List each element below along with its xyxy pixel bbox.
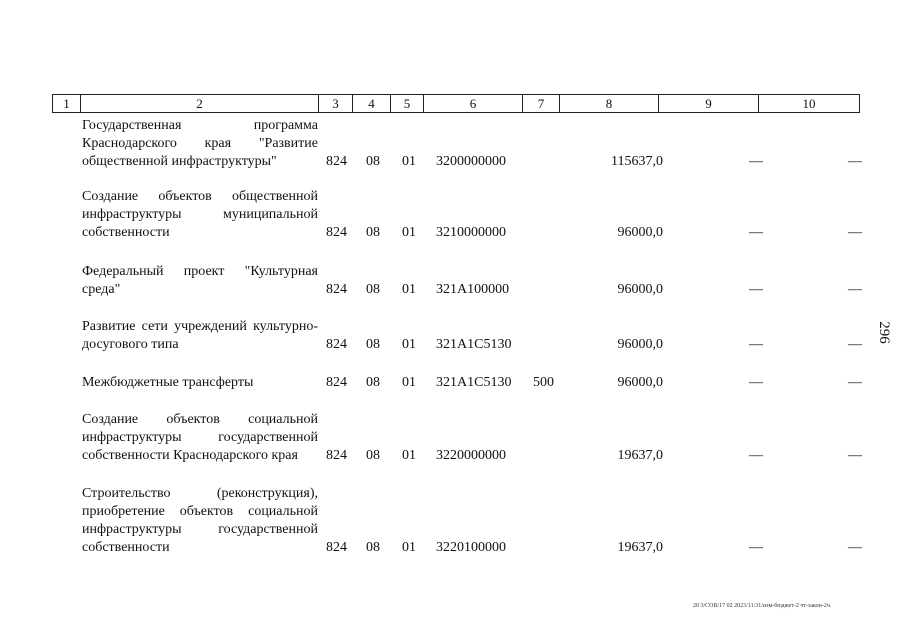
cell-col-3: 824 (326, 540, 347, 555)
cell-col-9: — (749, 282, 763, 297)
cell-col-8: 19637,0 (617, 540, 663, 555)
cell-col-3: 824 (326, 448, 347, 463)
cell-col-8: 115637,0 (611, 154, 663, 169)
cell-col-5: 01 (402, 448, 416, 463)
cell-col-3: 824 (326, 337, 347, 352)
header-col-4: 4 (353, 95, 391, 112)
table-row (0, 411, 905, 465)
cell-col-5: 01 (402, 282, 416, 297)
cell-col-10: — (848, 540, 862, 555)
cell-col-9: — (749, 154, 763, 169)
cell-col-8: 19637,0 (617, 448, 663, 463)
cell-col-9: — (749, 225, 763, 240)
cell-col-7: 500 (533, 375, 554, 390)
cell-col-4: 08 (366, 282, 380, 297)
cell-col-10: — (848, 154, 862, 169)
cell-col-4: 08 (366, 154, 380, 169)
cell-col-5: 01 (402, 225, 416, 240)
cell-col-10: — (848, 282, 862, 297)
table-row (0, 318, 905, 354)
header-col-1: 1 (53, 95, 81, 112)
cell-col-3: 824 (326, 375, 347, 390)
cell-col-6: 321A1C5130 (436, 375, 512, 390)
header-col-2: 2 (81, 95, 319, 112)
header-col-3: 3 (319, 95, 353, 112)
cell-col-6: 3210000000 (436, 225, 506, 240)
cell-col-5: 01 (402, 154, 416, 169)
cell-col-5: 01 (402, 337, 416, 352)
cell-col-5: 01 (402, 375, 416, 390)
row-description: Государственная программа Краснодарского края "Развитие общественной инфраструктуры" (82, 118, 318, 169)
row-description: Межбюджетные трансферты (82, 375, 254, 390)
table-header (52, 94, 860, 113)
cell-col-8: 96000,0 (617, 375, 663, 390)
row-description: Создание объектов социальной инфраструктуры государственной собственности Краснодарского края (82, 412, 318, 463)
row-description: Создание объектов общественной инфраструктуры муниципальной собственности (82, 189, 318, 240)
cell-col-9: — (749, 540, 763, 555)
cell-col-4: 08 (366, 337, 380, 352)
header-col-6: 6 (424, 95, 523, 112)
cell-col-10: — (848, 448, 862, 463)
cell-col-5: 01 (402, 540, 416, 555)
header-col-9: 9 (659, 95, 759, 112)
table-row (0, 374, 905, 392)
cell-col-3: 824 (326, 282, 347, 297)
cell-col-4: 08 (366, 448, 380, 463)
header-col-8: 8 (560, 95, 659, 112)
table-row (0, 188, 905, 242)
footer-stamp: 20 3/СОВ/17 02 2023/11:31/изм-бюджет-2 чт-закон-2ч. (693, 603, 832, 609)
table-row (0, 263, 905, 299)
header-col-5: 5 (391, 95, 424, 112)
cell-col-10: — (848, 337, 862, 352)
cell-col-3: 824 (326, 225, 347, 240)
cell-col-6: 3220100000 (436, 540, 506, 555)
cell-col-10: — (848, 375, 862, 390)
table-row (0, 117, 905, 171)
cell-col-6: 321A100000 (436, 282, 510, 297)
cell-col-4: 08 (366, 225, 380, 240)
header-col-10: 10 (802, 96, 816, 111)
cell-col-8: 96000,0 (617, 225, 663, 240)
cell-col-8: 96000,0 (617, 282, 663, 297)
cell-col-6: 321A1C5130 (436, 337, 512, 352)
cell-col-8: 96000,0 (617, 337, 663, 352)
cell-col-10: — (848, 225, 862, 240)
cell-col-3: 824 (326, 154, 347, 169)
header-col-7: 7 (523, 95, 560, 112)
page-number: 296 (875, 321, 892, 344)
table-row (0, 485, 905, 557)
cell-col-6: 3200000000 (436, 154, 506, 169)
cell-col-4: 08 (366, 375, 380, 390)
row-description: Федеральный проект "Культурная среда" (82, 264, 318, 297)
cell-col-9: — (749, 337, 763, 352)
row-description: Строительство (реконструкция), приобретение объектов социальной инфраструктуры государственной собственности (82, 486, 318, 555)
cell-col-9: — (749, 375, 763, 390)
cell-col-9: — (749, 448, 763, 463)
cell-col-4: 08 (366, 540, 380, 555)
cell-col-6: 3220000000 (436, 448, 506, 463)
row-description: Развитие сети учреждений культурно-досугового типа (82, 319, 318, 352)
